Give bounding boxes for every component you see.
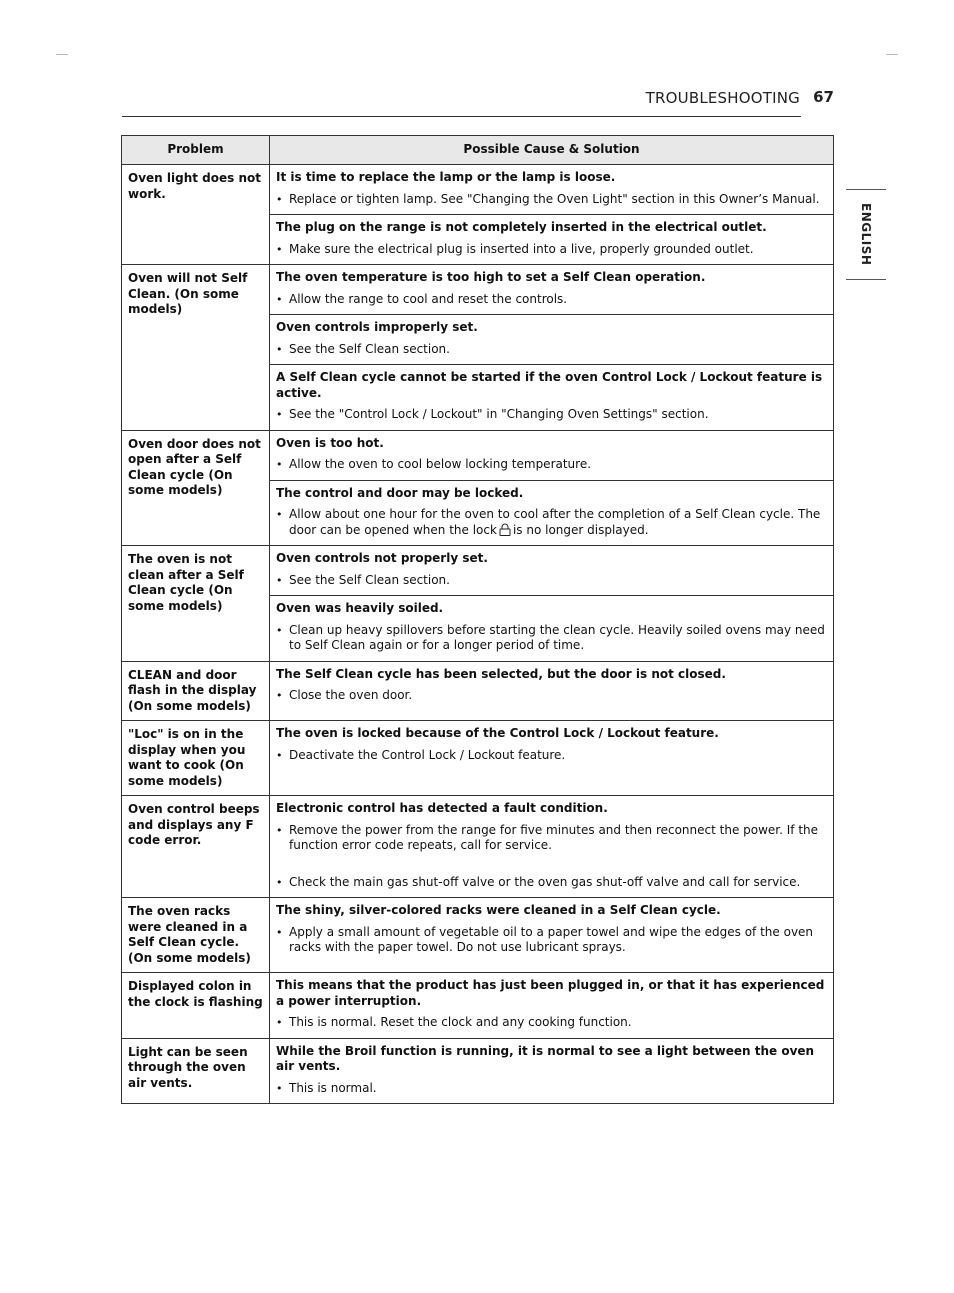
cause-text: This means that the product has just been plugged in, or that it has experienced a power interruption. xyxy=(276,978,825,1008)
problem-cell: The oven racks were cleaned in a Self Clean cycle. (On some models) xyxy=(122,898,270,973)
cause-text: Oven is too hot. xyxy=(276,435,384,450)
language-tab-label: ENGLISH xyxy=(859,203,873,266)
cause-text: The oven temperature is too high to set a Self Clean operation. xyxy=(276,270,706,284)
solution-item xyxy=(276,507,827,538)
problem-cell: CLEAN and door flash in the display (On some models) xyxy=(122,661,270,721)
solution-item: • Close the oven door. xyxy=(276,688,827,704)
table-row xyxy=(122,721,834,796)
solution-cell xyxy=(270,430,834,546)
column-header-problem: Problem xyxy=(122,136,270,165)
cause-text: Oven controls improperly set. xyxy=(276,320,478,334)
solution-cell xyxy=(270,796,834,898)
cause-block xyxy=(270,214,833,264)
solution-item: • Replace or tighten lamp. See "Changing the Oven Light" section in this Owner’s Manual. xyxy=(276,192,827,208)
language-tab xyxy=(846,189,886,280)
cause-text: While the Broil function is running, it is normal to see a light between the oven air vents. xyxy=(276,1043,815,1073)
table-row xyxy=(122,265,834,431)
solution-item: • Clean up heavy spillovers before starting the clean cycle. Heavily soiled ovens may need to Self Clean again or for a longer period of time. xyxy=(276,623,827,654)
cause-block xyxy=(270,595,833,661)
cause-text: The oven is locked because of the Control Lock / Lockout feature. xyxy=(276,726,719,740)
solution-item: • Remove the power from the range for five minutes and then reconnect the power. If the function error code repeats, call for service. xyxy=(276,823,827,854)
table-header-row xyxy=(122,136,834,165)
solution-item: • Allow the oven to cool below locking temperature. xyxy=(276,457,827,473)
solution-text: Allow about one hour for the oven to cool after the completion of a Self Clean cycle. The door can be opened when the lock xyxy=(289,507,821,537)
solution-item: • This is normal. Reset the clock and any cooking function. xyxy=(276,1015,827,1031)
solution-cell xyxy=(270,721,834,796)
cause-text: Oven controls not properly set. xyxy=(276,551,488,565)
solution-cell xyxy=(270,546,834,662)
table-row xyxy=(122,165,834,265)
cause-text: The control and door may be locked. xyxy=(276,485,524,500)
cause-block xyxy=(270,265,833,314)
table-row xyxy=(122,898,834,973)
cause-block xyxy=(270,1039,833,1104)
table-row xyxy=(122,796,834,898)
problem-cell: Oven light does not work. xyxy=(122,165,270,265)
solution-item: • Apply a small amount of vegetable oil to a paper towel and wipe the edges of the oven racks with the paper towel. Do not use lubricant sprays. xyxy=(276,925,827,956)
problem-cell: Oven door does not open after a Self Clean cycle (On some models) xyxy=(122,430,270,546)
cause-block xyxy=(270,480,833,546)
solution-cell xyxy=(270,898,834,973)
cause-block xyxy=(270,898,833,963)
problem-cell: Oven will not Self Clean. (On some models) xyxy=(122,265,270,431)
cause-block xyxy=(270,314,833,364)
table-row xyxy=(122,546,834,662)
solution-item: • See the Self Clean section. xyxy=(276,573,827,589)
cause-text: Electronic control has detected a fault condition. xyxy=(276,801,608,815)
cause-text: It is time to replace the lamp or the lamp is loose. xyxy=(276,170,616,184)
cause-block xyxy=(270,165,833,214)
table-row xyxy=(122,973,834,1039)
solution-cell xyxy=(270,1038,834,1104)
cause-block xyxy=(270,364,833,430)
solution-item: • Allow the range to cool and reset the controls. xyxy=(276,292,827,308)
solution-item: • Check the main gas shut-off valve or the oven gas shut-off valve and call for service. xyxy=(276,875,827,891)
crop-mark-right xyxy=(886,54,898,55)
solution-cell xyxy=(270,265,834,431)
table-row xyxy=(122,1038,834,1104)
solution-item: • Deactivate the Control Lock / Lockout feature. xyxy=(276,748,827,764)
header-rule xyxy=(122,116,801,117)
cause-text: The plug on the range is not completely inserted in the electrical outlet. xyxy=(276,220,767,234)
problem-cell: Displayed colon in the clock is flashing xyxy=(122,973,270,1039)
problem-cell: Light can be seen through the oven air vents. xyxy=(122,1038,270,1104)
solution-cell xyxy=(270,165,834,265)
cause-block xyxy=(270,796,833,897)
column-header-solution: Possible Cause & Solution xyxy=(270,136,834,165)
solution-cell xyxy=(270,973,834,1039)
solution-item: • This is normal. xyxy=(276,1081,827,1097)
problem-cell: "Loc" is on in the display when you want to cook (On some models) xyxy=(122,721,270,796)
cause-block xyxy=(270,721,833,770)
crop-mark-left xyxy=(56,54,68,55)
cause-block xyxy=(270,662,833,711)
solution-cell xyxy=(270,661,834,721)
cause-text: A Self Clean cycle cannot be started if the oven Control Lock / Lockout feature is active. xyxy=(276,370,823,400)
solution-item: • See the Self Clean section. xyxy=(276,342,827,358)
solution-item: • Make sure the electrical plug is inserted into a live, properly grounded outlet. xyxy=(276,242,827,258)
cause-block xyxy=(270,973,833,1038)
table-row xyxy=(122,430,834,546)
solution-item: • See the "Control Lock / Lockout" in "Changing Oven Settings" section. xyxy=(276,407,827,423)
section-title: TROUBLESHOOTING xyxy=(645,89,800,107)
problem-cell: The oven is not clean after a Self Clean cycle (On some models) xyxy=(122,546,270,662)
cause-text: Oven was heavily soiled. xyxy=(276,601,444,615)
troubleshooting-table xyxy=(121,135,834,1104)
solution-text: is no longer displayed. xyxy=(512,522,649,537)
table-row xyxy=(122,661,834,721)
cause-text: The shiny, silver-colored racks were cleaned in a Self Clean cycle. xyxy=(276,903,721,917)
problem-cell: Oven control beeps and displays any F code error. xyxy=(122,796,270,898)
cause-text: The Self Clean cycle has been selected, but the door is not closed. xyxy=(276,666,726,681)
lock-icon xyxy=(499,523,511,536)
cause-block xyxy=(270,431,833,480)
page-number: 67 xyxy=(813,88,834,106)
cause-block xyxy=(270,546,833,595)
